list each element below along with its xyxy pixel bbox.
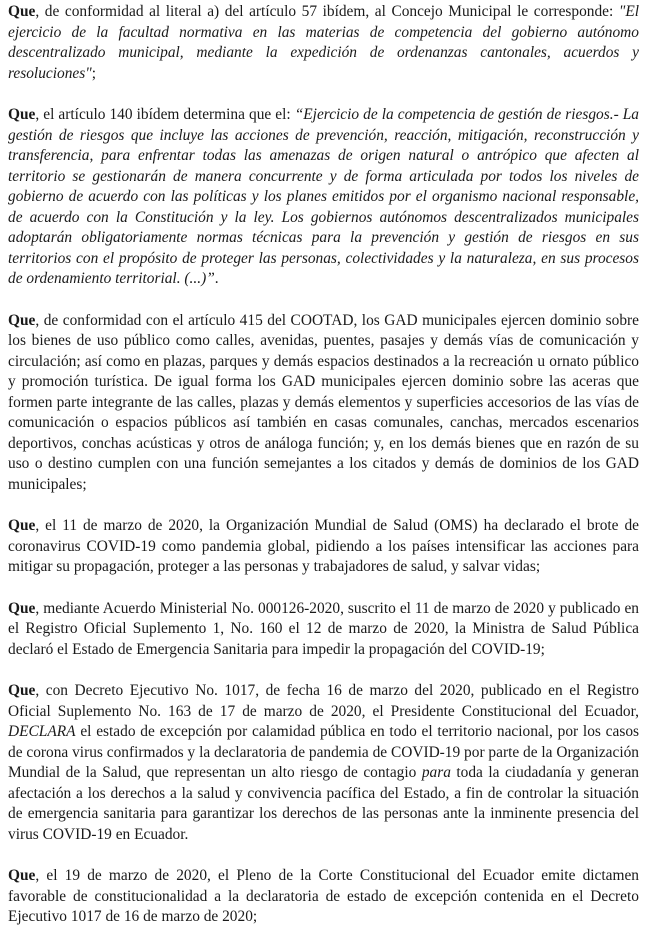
paragraph-text: , el artículo 140 ibídem determina que el: [35, 106, 295, 123]
paragraph-decreto-ejecutivo-1017 [8, 681, 639, 845]
paragraph-lead: Que [8, 682, 36, 699]
paragraph-text-end: . [214, 270, 219, 287]
paragraph-text: , el 11 de marzo de 2020, la Organización Mundial de Salud (OMS) ha declarado el brote de coronavirus COVID-19 como pandemia global, pidiendo a los países intensificar las acciones para mitigar su propagación, proteger a las personas y trabajadores de salud, y salvar vidas; [8, 517, 639, 575]
paragraph-text: , con Decreto Ejecutivo No. 1017, de fecha 16 de marzo del 2020, publicado en el Registro Oficial Suplemento No. 163 de 17 de marzo de 2020, el Presidente Constitucional del Ecuador, [8, 682, 639, 720]
paragraph-acuerdo-ministerial [8, 599, 639, 661]
paragraph-articulo-140 [8, 105, 639, 290]
paragraph-articulo-415-cootad [8, 311, 639, 496]
paragraph-text-end: ; [91, 64, 96, 82]
paragraph-lead: Que [8, 599, 36, 617]
paragraph-emphasis-para: para [421, 764, 451, 781]
paragraph-text: , mediante Acuerdo Ministerial No. 000126-2020, suscrito el 11 de marzo de 2020 y publicado en el Registro Oficial Suplemento 1, No. 160 el 12 de marzo de 2020, la Ministra de Salud Pública declaró el Estado de Emergencia Sanitaria para impedir la propagación del COVID-19; [8, 599, 639, 658]
paragraph-emphasis-declara: DECLARA [8, 723, 76, 740]
paragraph-quote: “Ejercicio de la competencia de gestión de riesgos.- La gestión de riesgos que incluye las acciones de prevención, reacción, mitigación, reconstrucción y transferencia, para enfrentar todas las amenazas de origen natural o antrópico que afecten al territorio se gestionarán de manera concurrente y de forma articulada por todos los niveles de gobierno de acuerdo con las políticas y los planes emitidos por el organismo nacional responsable, de acuerdo con la Constitución y la ley. Los gobiernos autónomos descentralizados municipales adoptarán obligatoriamente normas técnicas para la prevención y gestión de riesgos en sus territorios con el propósito de proteger las personas, colectividades y la naturaleza, en sus procesos de ordenamiento territorial. (...)” [8, 106, 639, 287]
paragraph-lead: Que [8, 311, 36, 329]
paragraph-lead: Que [8, 517, 36, 534]
paragraph-literal-a-articulo-57 [8, 2, 639, 84]
paragraph-text: , de conformidad al literal a) del artículo 57 ibídem, al Concejo Municipal le corresponde: [35, 3, 619, 20]
paragraph-lead: Que [8, 106, 36, 123]
paragraph-lead: Que [8, 867, 36, 884]
paragraph-oms-pandemia [8, 516, 639, 578]
paragraph-text-end: toda la ciudadanía y generan afectación a los derechos a la salud y convivencia pacífica del Estado, a fin de controlar la situación de emergencia sanitaria para garantizar los derechos de las personas ante la inminente presencia del virus COVID-19 en Ecuador. [8, 764, 639, 843]
paragraph-lead: Que [8, 3, 36, 20]
paragraph-corte-constitucional [8, 866, 639, 928]
paragraph-text-middle: el estado de excepción por calamidad pública en todo el territorio nacional, por los casos de corona virus confirmados y la declaratoria de pandemia de COVID-19 por parte de la Organización Mundial de la Salud, que representan un alto riesgo de contagio [8, 723, 639, 781]
paragraph-text: , de conformidad con el artículo 415 del COOTAD, los GAD municipales ejercen dominio sobre los bienes de uso público como calles, avenidas, puentes, pasajes y demás vías de comunicación y circulación; así como en plazas, parques y demás espacios destinados a la recreación u ornato público y promoción turística. De igual forma los GAD municipales ejercen dominio sobre las aceras que formen parte integrante de las calles, plazas y demás elementos y superficies accesorios de las vías de comunicación o espacios públicos así también en casas comunales, canchas, mercados escenarios deportivos, conchas acústicas y otros de análoga función; y, en los demás bienes que en razón de su uso o destino cumplen con una función semejantes a los citados y demás de dominios de los GAD municipales; [8, 311, 639, 493]
paragraph-quote: "El ejercicio de la facultad normativa en las materias de competencia del gobierno autónomo descentralizado municipal, mediante la expedición de ordenanzas cantonales, acuerdos y resoluciones" [8, 3, 639, 82]
paragraph-text: , el 19 de marzo de 2020, el Pleno de la Corte Constitucional del Ecuador emite dictamen favorable de constitucionalidad a la declaratoria de estado de excepción contenida en el Decreto Ejecutivo 1017 de 16 de marzo de 2020; [8, 867, 639, 925]
